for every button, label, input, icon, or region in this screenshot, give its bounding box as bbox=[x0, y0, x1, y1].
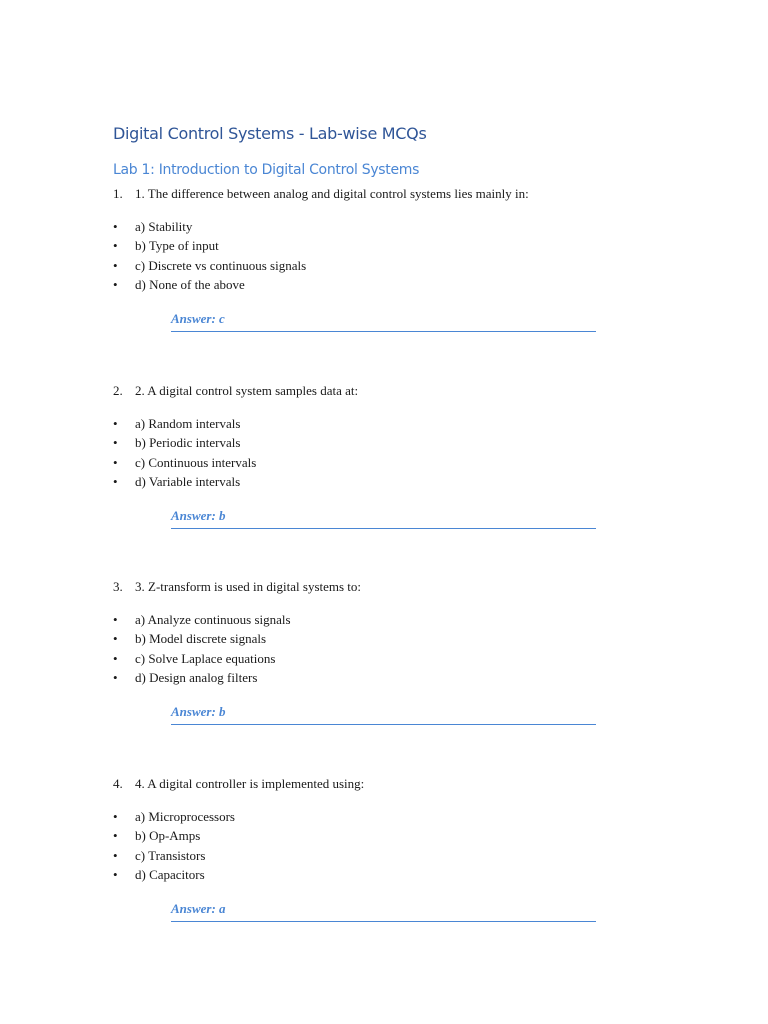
bullet-icon: • bbox=[113, 650, 118, 666]
option-text: b) Periodic intervals bbox=[135, 435, 241, 451]
bullet-icon: • bbox=[113, 828, 118, 844]
bullet-icon: • bbox=[113, 669, 118, 685]
options-list bbox=[113, 217, 673, 294]
option-item bbox=[113, 414, 673, 433]
options-list bbox=[113, 414, 673, 491]
option-item bbox=[113, 807, 673, 826]
answer-line: Answer: b bbox=[171, 703, 596, 725]
option-text: c) Discrete vs continuous signals bbox=[135, 257, 307, 273]
option-text: c) Transistors bbox=[135, 847, 206, 863]
question-item bbox=[113, 578, 673, 725]
answer-line: Answer: c bbox=[171, 310, 596, 332]
option-item bbox=[113, 649, 673, 668]
option-item bbox=[113, 668, 673, 687]
options-list bbox=[113, 610, 673, 687]
option-text: a) Stability bbox=[135, 219, 193, 234]
option-item bbox=[113, 629, 673, 648]
question-text: 4. A digital controller is implemented using: bbox=[135, 776, 365, 791]
bullet-icon: • bbox=[113, 435, 118, 451]
option-item bbox=[113, 433, 673, 452]
answer-line: Answer: a bbox=[171, 900, 596, 922]
question-number: 1. bbox=[113, 186, 123, 201]
bullet-icon: • bbox=[113, 847, 118, 863]
option-text: b) Type of input bbox=[135, 238, 219, 254]
option-text: a) Microprocessors bbox=[135, 809, 235, 824]
bullet-icon: • bbox=[113, 238, 118, 254]
option-item bbox=[113, 453, 673, 472]
option-item bbox=[113, 826, 673, 845]
option-text: b) Model discrete signals bbox=[135, 631, 267, 647]
bullet-icon: • bbox=[113, 416, 118, 431]
option-text: d) Capacitors bbox=[135, 866, 205, 882]
question-text: 3. Z-transform is used in digital systems to: bbox=[135, 579, 362, 594]
answer-line: Answer: b bbox=[171, 507, 596, 529]
option-text: a) Random intervals bbox=[135, 416, 241, 431]
question-text: 1. The difference between analog and digital control systems lies mainly in: bbox=[135, 186, 529, 201]
bullet-icon: • bbox=[113, 257, 118, 273]
option-text: d) Design analog filters bbox=[135, 669, 258, 685]
bullet-icon: • bbox=[113, 454, 118, 470]
question-item bbox=[113, 775, 673, 922]
option-text: b) Op-Amps bbox=[135, 828, 201, 844]
bullet-icon: • bbox=[113, 631, 118, 647]
bullet-icon: • bbox=[113, 473, 118, 489]
bullet-icon: • bbox=[113, 809, 118, 824]
bullet-icon: • bbox=[113, 612, 118, 627]
question-number: 3. bbox=[113, 579, 123, 594]
option-item bbox=[113, 610, 673, 629]
option-text: d) None of the above bbox=[135, 276, 245, 292]
option-item bbox=[113, 472, 673, 491]
option-item bbox=[113, 256, 673, 275]
bullet-icon: • bbox=[113, 219, 118, 234]
option-text: d) Variable intervals bbox=[135, 473, 241, 489]
document-title: Digital Control Systems - Lab-wise MCQs bbox=[113, 124, 427, 143]
option-text: c) Continuous intervals bbox=[135, 454, 257, 470]
option-item bbox=[113, 217, 673, 236]
bullet-icon: • bbox=[113, 276, 118, 292]
option-item bbox=[113, 275, 673, 294]
question-number: 4. bbox=[113, 776, 123, 791]
question-item bbox=[113, 185, 673, 332]
question-number: 2. bbox=[113, 383, 123, 398]
option-item bbox=[113, 846, 673, 865]
question-text: 2. A digital control system samples data at: bbox=[135, 383, 359, 398]
bullet-icon: • bbox=[113, 866, 118, 882]
question-item bbox=[113, 382, 673, 529]
option-item bbox=[113, 236, 673, 255]
lab-heading: Lab 1: Introduction to Digital Control Systems bbox=[113, 162, 420, 178]
option-item bbox=[113, 865, 673, 884]
option-text: a) Analyze continuous signals bbox=[135, 612, 291, 627]
options-list bbox=[113, 807, 673, 884]
option-text: c) Solve Laplace equations bbox=[135, 650, 276, 666]
